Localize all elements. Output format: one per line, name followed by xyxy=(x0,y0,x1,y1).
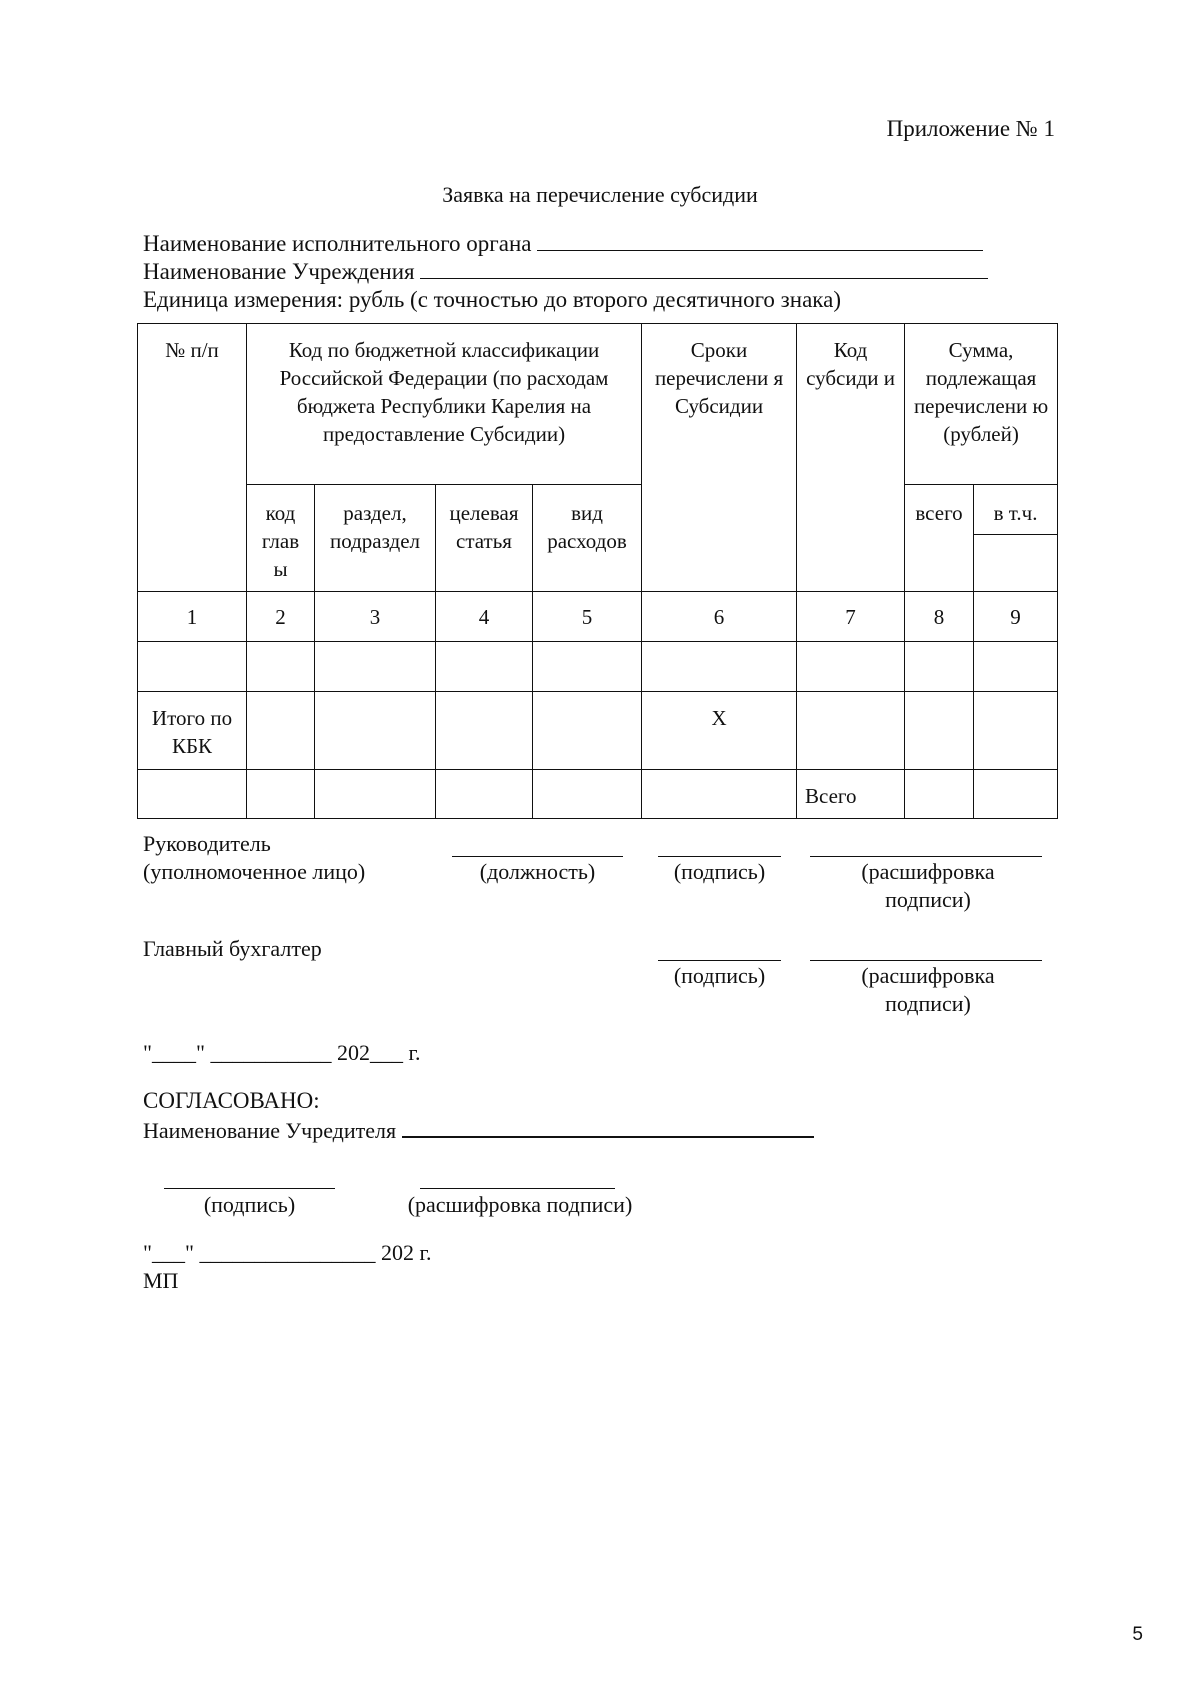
approval-signature-field[interactable] xyxy=(164,1188,335,1189)
col-number: 4 xyxy=(436,592,533,642)
col-number: 5 xyxy=(533,592,642,642)
table-cell[interactable] xyxy=(797,692,905,770)
head-signature-caption: (подпись) xyxy=(673,859,766,884)
table-cell[interactable] xyxy=(905,642,974,692)
accountant-decoding-caption: (расшифровка подписи) xyxy=(861,963,995,1016)
grand-total-row xyxy=(138,770,1058,819)
sub-target: целевая статья xyxy=(436,485,533,592)
col-number: 6 xyxy=(642,592,797,642)
sub-total: всего xyxy=(905,485,974,592)
date-line[interactable]: "____" ___________ 202___ г. xyxy=(143,1040,421,1065)
founder-field[interactable] xyxy=(402,1116,814,1138)
head-signature-field[interactable] xyxy=(658,856,781,857)
grand-total-label: Всего xyxy=(797,770,905,819)
head-decoding-field[interactable] xyxy=(810,856,1042,857)
table-cell[interactable] xyxy=(974,770,1058,819)
total-kbk-label: Итого по КБК xyxy=(138,692,247,770)
header-terms: Сроки перечислени я Субсидии xyxy=(642,324,797,592)
numbers-row xyxy=(138,592,1058,642)
sub-chapter: код глав ы xyxy=(247,485,315,592)
institution-field[interactable] xyxy=(420,258,988,279)
table-cell[interactable] xyxy=(247,770,315,819)
table-cell[interactable] xyxy=(315,692,436,770)
table-cell[interactable] xyxy=(642,770,797,819)
institution-line xyxy=(143,258,988,285)
col-number: 2 xyxy=(247,592,315,642)
executive-body-label: Наименование исполнительного органа xyxy=(143,231,532,256)
table-cell[interactable] xyxy=(905,692,974,770)
col-number: 8 xyxy=(905,592,974,642)
head-sublabel: (уполномоченное лицо) xyxy=(143,859,366,884)
table-cell[interactable] xyxy=(436,770,533,819)
header-subsidy-code: Код субсиди и xyxy=(797,324,905,592)
x-mark: X xyxy=(642,692,797,770)
approval-decoding-field[interactable] xyxy=(420,1188,615,1189)
table-cell[interactable] xyxy=(974,642,1058,692)
table-cell[interactable] xyxy=(247,642,315,692)
agreed-label: СОГЛАСОВАНО: xyxy=(143,1088,320,1113)
table-cell[interactable] xyxy=(797,642,905,692)
header-no: № п/п xyxy=(138,324,247,592)
position-caption: (должность) xyxy=(479,859,596,884)
table-cell[interactable] xyxy=(436,642,533,692)
table-cell[interactable] xyxy=(905,770,974,819)
sub-incl-blank[interactable] xyxy=(974,535,1058,592)
sub-section: раздел, подраздел xyxy=(315,485,436,592)
table-cell[interactable] xyxy=(315,642,436,692)
founder-line xyxy=(143,1116,814,1144)
appendix-label: Приложение № 1 xyxy=(886,116,1055,141)
approval-decoding-caption: (расшифровка подписи) xyxy=(407,1192,633,1217)
table-cell[interactable] xyxy=(247,692,315,770)
head-label: Руководитель xyxy=(143,831,271,856)
unit-line: Единица измерения: рубль (с точностью до второго десятичного знака) xyxy=(143,287,841,312)
institution-label: Наименование Учреждения xyxy=(143,259,415,284)
table-cell[interactable] xyxy=(533,642,642,692)
header-kbk: Код по бюджетной классификации Российской Федерации (по расходам бюджета Республики Карелия на предоставление Субсидии) xyxy=(247,324,642,485)
founder-label: Наименование Учредителя xyxy=(143,1118,397,1143)
head-decoding-caption: (расшифровка подписи) xyxy=(861,859,995,912)
accountant-signature-field[interactable] xyxy=(658,960,781,961)
table-cell[interactable] xyxy=(533,770,642,819)
accountant-decoding-field[interactable] xyxy=(810,960,1042,961)
sub-expense: вид расходов xyxy=(533,485,642,592)
approval-signature-caption: (подпись) xyxy=(203,1192,296,1217)
table-cell[interactable] xyxy=(138,770,247,819)
subsidy-table xyxy=(137,323,1058,819)
position-field[interactable] xyxy=(452,856,623,857)
accountant-signature-caption: (подпись) xyxy=(673,963,766,988)
table-row xyxy=(138,642,1058,692)
table-cell[interactable] xyxy=(436,692,533,770)
col-number: 7 xyxy=(797,592,905,642)
col-number: 3 xyxy=(315,592,436,642)
table-cell[interactable] xyxy=(533,692,642,770)
sub-incl: в т.ч. xyxy=(974,485,1058,535)
chief-accountant-label: Главный бухгалтер xyxy=(143,936,322,961)
table-cell[interactable] xyxy=(138,642,247,692)
seal-label: МП xyxy=(143,1268,179,1293)
executive-body-field[interactable] xyxy=(537,230,983,251)
col-number: 9 xyxy=(974,592,1058,642)
table-cell[interactable] xyxy=(974,692,1058,770)
executive-body-line xyxy=(143,230,983,257)
approval-date-line[interactable]: "___" ________________ 202 г. xyxy=(143,1240,432,1265)
table-cell[interactable] xyxy=(315,770,436,819)
form-title: Заявка на перечисление субсидии xyxy=(442,182,758,207)
col-number: 1 xyxy=(138,592,247,642)
page-number: 5 xyxy=(1132,1624,1143,1645)
header-amount: Сумма, подлежащая перечислени ю (рублей) xyxy=(905,324,1058,485)
table-cell[interactable] xyxy=(642,642,797,692)
total-kbk-row xyxy=(138,692,1058,770)
